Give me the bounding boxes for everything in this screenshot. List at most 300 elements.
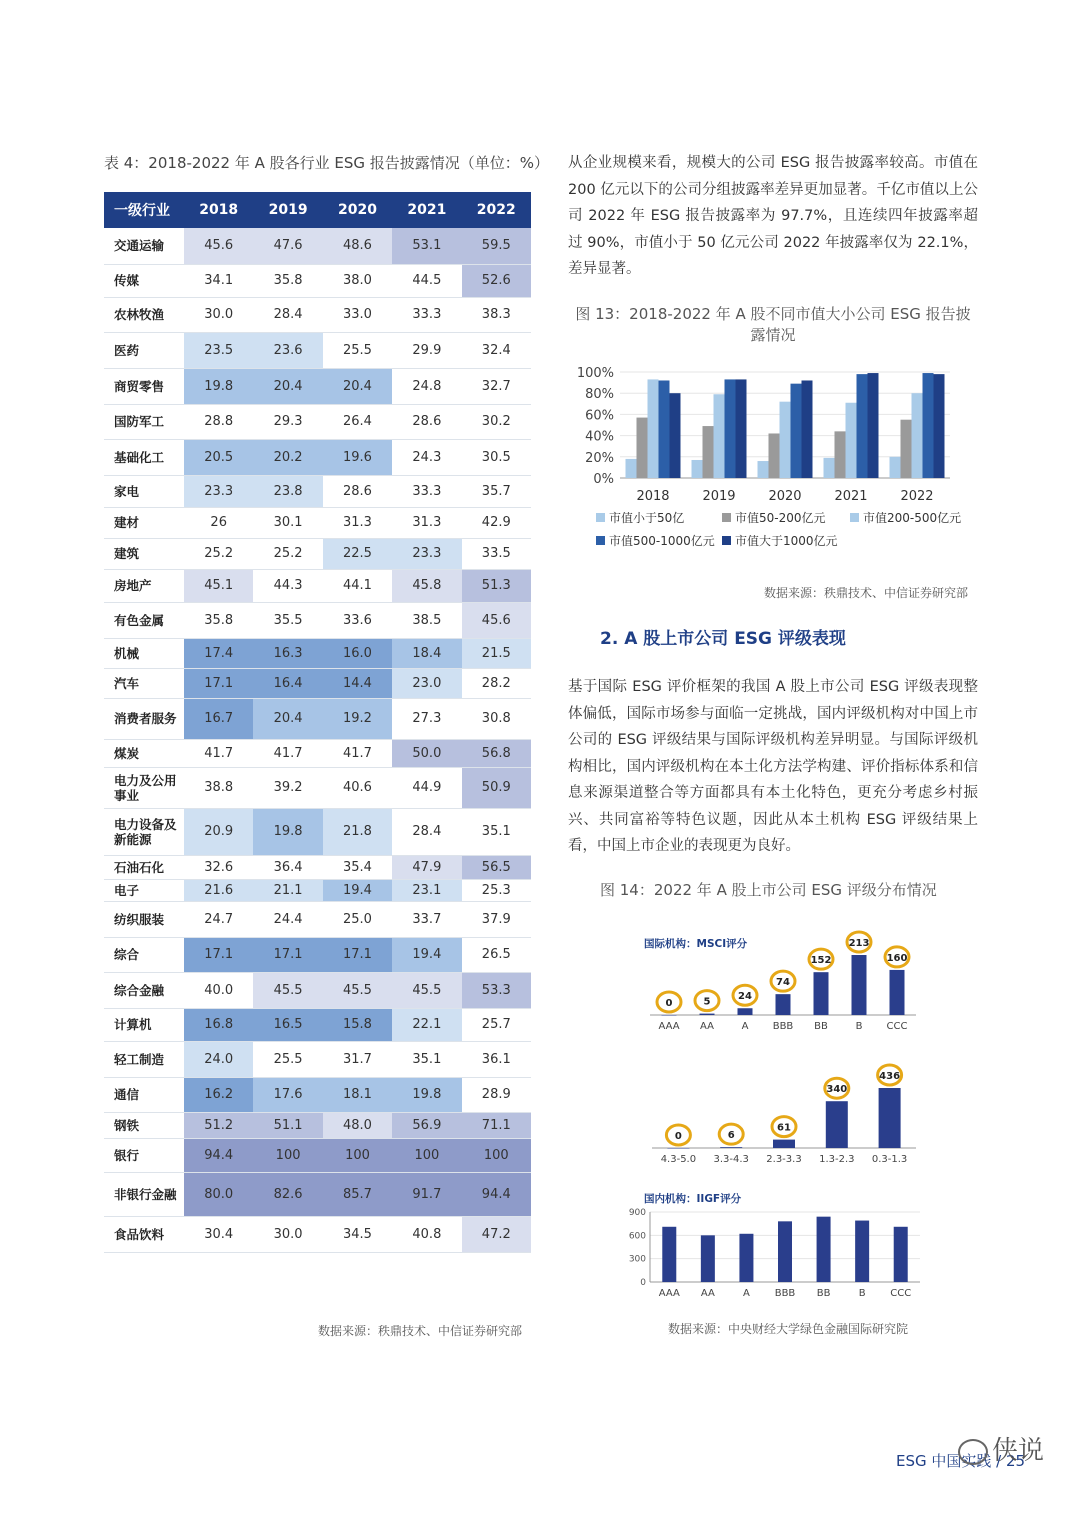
value-cell: 51.3 xyxy=(462,569,531,602)
value-cell: 24.3 xyxy=(392,439,461,475)
table-row xyxy=(104,855,531,879)
value-cell: 18.4 xyxy=(392,638,461,668)
table-row xyxy=(104,638,531,668)
value-cell: 44.5 xyxy=(392,264,461,297)
legend-swatch xyxy=(596,513,605,522)
table-row xyxy=(104,1112,531,1138)
value-cell: 42.9 xyxy=(462,507,531,538)
value-cell: 28.4 xyxy=(392,808,461,855)
table-row xyxy=(104,1077,531,1112)
industry-cell: 建筑 xyxy=(104,538,184,569)
value-cell: 32.6 xyxy=(184,855,253,879)
value-cell: 35.4 xyxy=(323,855,392,879)
figure-13-chart xyxy=(568,360,980,560)
value-cell: 24.8 xyxy=(392,368,461,404)
y-tick-label: 600 xyxy=(628,1231,646,1242)
y-tick-label: 300 xyxy=(628,1254,646,1265)
value-cell: 23.3 xyxy=(184,475,253,507)
bar xyxy=(773,1140,795,1148)
y-tick-label: 0 xyxy=(640,1278,646,1288)
y-tick-label: 0% xyxy=(593,472,614,487)
table-row xyxy=(104,602,531,638)
value-cell: 51.1 xyxy=(253,1112,322,1138)
bar xyxy=(852,955,867,1015)
value-cell: 16.4 xyxy=(253,668,322,698)
table-row xyxy=(104,264,531,297)
value-cell: 28.8 xyxy=(184,404,253,439)
value-cell: 41.7 xyxy=(323,739,392,767)
value-cell: 94.4 xyxy=(184,1138,253,1172)
value-cell: 45.5 xyxy=(253,972,322,1008)
industry-cell: 银行 xyxy=(104,1138,184,1172)
value-cell: 23.5 xyxy=(184,332,253,368)
y-tick-label: 900 xyxy=(628,1208,646,1218)
bar xyxy=(912,393,923,478)
value-cell: 16.8 xyxy=(184,1008,253,1041)
value-cell: 38.8 xyxy=(184,767,253,808)
value-cell: 47.9 xyxy=(392,855,461,879)
y-tick-label: 40% xyxy=(585,429,614,445)
bar xyxy=(637,418,648,478)
industry-cell: 纺织服装 xyxy=(104,901,184,937)
value-cell: 17.1 xyxy=(184,668,253,698)
value-cell: 18.1 xyxy=(323,1077,392,1112)
bar xyxy=(901,420,912,478)
value-cell: 35.8 xyxy=(184,602,253,638)
bar xyxy=(720,1147,742,1148)
y-tick-label: 60% xyxy=(585,408,614,424)
table-row xyxy=(104,937,531,972)
bar xyxy=(890,970,905,1015)
industry-cell: 综合金融 xyxy=(104,972,184,1008)
bar xyxy=(824,458,835,478)
value-cell: 17.4 xyxy=(184,638,253,668)
value-cell: 23.1 xyxy=(392,879,461,901)
bar xyxy=(776,994,791,1015)
value-cell: 20.5 xyxy=(184,439,253,475)
industry-cell: 轻工制造 xyxy=(104,1041,184,1077)
value-cell: 29.9 xyxy=(392,332,461,368)
x-tick-label: 1.3-2.3 xyxy=(819,1154,855,1165)
x-tick-label: AA xyxy=(700,1021,714,1032)
value-cell: 30.8 xyxy=(462,698,531,739)
bar xyxy=(662,1015,677,1016)
value-cell: 25.7 xyxy=(462,1008,531,1041)
industry-cell: 基础化工 xyxy=(104,439,184,475)
figure-14-source: 数据来源：中央财经大学绿色金融国际研究院 xyxy=(668,1322,909,1336)
bar xyxy=(769,433,780,478)
legend-label: 市值小于50亿 xyxy=(609,511,685,525)
legend-swatch xyxy=(596,536,605,545)
industry-cell: 机械 xyxy=(104,638,184,668)
x-tick-label: CCC xyxy=(890,1288,912,1299)
x-tick-label: A xyxy=(741,1021,749,1032)
x-tick-label: 2021 xyxy=(834,489,868,504)
value-cell: 28.6 xyxy=(392,404,461,439)
industry-cell: 传媒 xyxy=(104,264,184,297)
value-cell: 24.0 xyxy=(184,1041,253,1077)
value-cell: 30.0 xyxy=(253,1216,322,1252)
industry-cell: 计算机 xyxy=(104,1008,184,1041)
value-cell: 26.4 xyxy=(323,404,392,439)
value-cell: 56.9 xyxy=(392,1112,461,1138)
value-cell: 82.6 xyxy=(253,1172,322,1216)
table-row xyxy=(104,668,531,698)
table-row xyxy=(104,404,531,439)
industry-cell: 房地产 xyxy=(104,569,184,602)
bar xyxy=(662,1227,676,1282)
bar xyxy=(701,1235,715,1282)
bar xyxy=(923,373,934,478)
legend-label: 市值50-200亿元 xyxy=(735,511,826,525)
value-cell: 22.5 xyxy=(323,538,392,569)
industry-cell: 农林牧渔 xyxy=(104,297,184,332)
value-cell: 40.6 xyxy=(323,767,392,808)
bar xyxy=(879,1088,901,1148)
esg-disclosure-table xyxy=(104,192,531,1253)
value-cell: 28.9 xyxy=(462,1077,531,1112)
value-cell: 25.5 xyxy=(253,1041,322,1077)
value-cell: 56.5 xyxy=(462,855,531,879)
value-cell: 21.1 xyxy=(253,879,322,901)
value-cell: 53.1 xyxy=(392,228,461,264)
industry-cell: 钢铁 xyxy=(104,1112,184,1138)
industry-cell: 电力设备及新能源 xyxy=(104,808,184,855)
value-cell: 17.1 xyxy=(323,937,392,972)
bar xyxy=(725,379,736,478)
industry-cell: 建材 xyxy=(104,507,184,538)
value-cell: 16.0 xyxy=(323,638,392,668)
value-cell: 25.0 xyxy=(323,901,392,937)
value-cell: 28.2 xyxy=(462,668,531,698)
value-cell: 23.6 xyxy=(253,332,322,368)
bar xyxy=(648,379,659,478)
x-tick-label: 2019 xyxy=(702,489,736,504)
value-cell: 29.3 xyxy=(253,404,322,439)
industry-cell: 交通运输 xyxy=(104,228,184,264)
value-cell: 20.4 xyxy=(323,368,392,404)
value-cell: 19.8 xyxy=(392,1077,461,1112)
value-cell: 37.9 xyxy=(462,901,531,937)
table-row xyxy=(104,739,531,767)
industry-cell: 非银行金融 xyxy=(104,1172,184,1216)
x-tick-label: AAA xyxy=(658,1021,680,1032)
value-cell: 25.2 xyxy=(184,538,253,569)
value-cell: 59.5 xyxy=(462,228,531,264)
value-cell: 100 xyxy=(253,1138,322,1172)
value-cell: 27.3 xyxy=(392,698,461,739)
value-cell: 24.4 xyxy=(253,901,322,937)
industry-cell: 煤炭 xyxy=(104,739,184,767)
value-cell: 100 xyxy=(462,1138,531,1172)
value-cell: 26 xyxy=(184,507,253,538)
industry-cell: 电力及公用事业 xyxy=(104,767,184,808)
value-cell: 45.1 xyxy=(184,569,253,602)
value-cell: 33.5 xyxy=(462,538,531,569)
value-cell: 35.7 xyxy=(462,475,531,507)
wechat-logo-icon xyxy=(958,1439,988,1465)
iigf-rating-chart xyxy=(600,1180,930,1310)
value-cell: 52.6 xyxy=(462,264,531,297)
value-cell: 22.1 xyxy=(392,1008,461,1041)
value-cell: 26.5 xyxy=(462,937,531,972)
rating-paragraph: 基于国际 ESG 评价框架的我国 A 股上市公司 ESG 评级表现整体偏低，国际市场参与面临一定挑战，国内评级机构对中国上市公司的 ESG 评级结果与国际评级机构差异明显。与国际评级机构相比，国内评级机构在本土化方法学构建、评价指标体系和信息来源渠道整合等方面都具有本土化特色，更充分考虑乡村振兴、共同富裕等特色议题，因此从本土机构 ESG 评级结果上看，中国上市企业的表现更为良好。 xyxy=(568,679,978,854)
watermark xyxy=(958,1430,1044,1467)
chart-title: 国内机构：IIGF评分 xyxy=(644,1193,742,1205)
bar xyxy=(714,394,725,478)
value-cell: 45.6 xyxy=(462,602,531,638)
value-cell: 19.4 xyxy=(323,879,392,901)
value-cell: 100 xyxy=(323,1138,392,1172)
figure-13-caption: 图 13：2018-2022 年 A 股不同市值大小公司 ESG 报告披露情况 xyxy=(575,305,971,344)
bar xyxy=(758,461,769,478)
x-tick-label: 2.3-3.3 xyxy=(766,1154,802,1165)
value-cell: 53.3 xyxy=(462,972,531,1008)
table-row xyxy=(104,439,531,475)
value-cell: 19.6 xyxy=(323,439,392,475)
bar xyxy=(778,1221,792,1282)
value-cell: 17.6 xyxy=(253,1077,322,1112)
footer-page-label: ESG 中国实践 / 25 xyxy=(896,1452,1026,1470)
value-cell: 28.4 xyxy=(253,297,322,332)
value-cell: 25.3 xyxy=(462,879,531,901)
bar xyxy=(791,384,802,478)
bar xyxy=(692,460,703,478)
value-cell: 16.7 xyxy=(184,698,253,739)
table-row xyxy=(104,972,531,1008)
value-cell: 14.4 xyxy=(323,668,392,698)
value-cell: 19.8 xyxy=(184,368,253,404)
bar xyxy=(855,1221,869,1282)
value-cell: 21.8 xyxy=(323,808,392,855)
data-label: 436 xyxy=(879,1071,901,1082)
header-year: 2018 xyxy=(184,192,253,228)
legend-label: 市值大于1000亿元 xyxy=(735,534,838,548)
industry-cell: 国防军工 xyxy=(104,404,184,439)
x-tick-label: BBB xyxy=(774,1288,796,1299)
header-industry: 一级行业 xyxy=(104,192,184,228)
figure-13-source: 数据来源：秩鼎技术、中信证券研究部 xyxy=(764,586,969,600)
industry-cell: 食品饮料 xyxy=(104,1216,184,1252)
table-row xyxy=(104,1216,531,1252)
value-cell: 15.8 xyxy=(323,1008,392,1041)
value-cell: 34.5 xyxy=(323,1216,392,1252)
table-row xyxy=(104,808,531,855)
bar xyxy=(700,1014,715,1015)
data-label: 74 xyxy=(776,977,790,989)
score-range-chart xyxy=(600,1048,930,1173)
value-cell: 45.6 xyxy=(184,228,253,264)
table-row xyxy=(104,1008,531,1041)
value-cell: 31.7 xyxy=(323,1041,392,1077)
data-label: 5 xyxy=(703,996,711,1008)
value-cell: 19.2 xyxy=(323,698,392,739)
header-year: 2021 xyxy=(392,192,461,228)
value-cell: 23.8 xyxy=(253,475,322,507)
bar xyxy=(894,1227,908,1282)
bar xyxy=(667,1148,689,1149)
bar xyxy=(857,374,868,478)
industry-cell: 有色金属 xyxy=(104,602,184,638)
industry-cell: 汽车 xyxy=(104,668,184,698)
value-cell: 51.2 xyxy=(184,1112,253,1138)
value-cell: 33.6 xyxy=(323,602,392,638)
data-label: 0 xyxy=(665,998,673,1009)
bar xyxy=(626,459,637,478)
data-label: 0 xyxy=(674,1131,682,1142)
value-cell: 30.5 xyxy=(462,439,531,475)
value-cell: 19.4 xyxy=(392,937,461,972)
industry-cell: 家电 xyxy=(104,475,184,507)
value-cell: 56.8 xyxy=(462,739,531,767)
y-tick-label: 20% xyxy=(585,450,614,466)
bar xyxy=(738,1008,753,1015)
table-row xyxy=(104,368,531,404)
value-cell: 40.8 xyxy=(392,1216,461,1252)
table-row xyxy=(104,538,531,569)
industry-cell: 石油石化 xyxy=(104,855,184,879)
header-year: 2019 xyxy=(253,192,322,228)
bar xyxy=(736,379,747,478)
value-cell: 85.7 xyxy=(323,1172,392,1216)
intro-paragraph: 从企业规模来看，规模大的公司 ESG 报告披露率较高。市值在 200 亿元以下的公司分组披露率差异更加显著。千亿市值以上公司 2022 年 ESG 报告披露率为 97.7%，且连续四年披露率超过 90%，市值小于 50 亿元公司 2022 年披露率仅为 22.1%，差异显著。 xyxy=(568,155,978,277)
x-tick-label: BB xyxy=(816,1288,831,1299)
msci-rating-chart xyxy=(600,925,930,1040)
table-row xyxy=(104,879,531,901)
x-tick-label: 3.3-4.3 xyxy=(713,1154,749,1165)
value-cell: 45.8 xyxy=(392,569,461,602)
x-tick-label: AA xyxy=(700,1288,715,1299)
value-cell: 38.5 xyxy=(392,602,461,638)
x-tick-label: BBB xyxy=(772,1021,794,1032)
x-tick-label: 0.3-1.3 xyxy=(871,1154,908,1165)
table-source: 数据来源：秩鼎技术、中信证券研究部 xyxy=(318,1324,523,1338)
value-cell: 50.9 xyxy=(462,767,531,808)
bar xyxy=(846,403,857,478)
bar xyxy=(826,1101,848,1148)
table-row xyxy=(104,475,531,507)
value-cell: 20.4 xyxy=(253,698,322,739)
value-cell: 16.3 xyxy=(253,638,322,668)
table-row xyxy=(104,507,531,538)
value-cell: 94.4 xyxy=(462,1172,531,1216)
legend-swatch xyxy=(722,536,731,545)
value-cell: 23.3 xyxy=(392,538,461,569)
data-label: 6 xyxy=(727,1130,735,1142)
value-cell: 44.3 xyxy=(253,569,322,602)
value-cell: 48.0 xyxy=(323,1112,392,1138)
table-row xyxy=(104,1138,531,1172)
value-cell: 35.1 xyxy=(392,1041,461,1077)
watermark-text: 侠说 xyxy=(992,1436,1045,1466)
legend-swatch xyxy=(850,513,859,522)
value-cell: 19.8 xyxy=(253,808,322,855)
bar xyxy=(670,393,681,478)
header-year: 2020 xyxy=(323,192,392,228)
figure-14-caption: 图 14：2022 年 A 股上市公司 ESG 评级分布情况 xyxy=(600,881,937,899)
x-tick-label: 2020 xyxy=(768,489,802,504)
bar xyxy=(817,1217,831,1282)
x-tick-label: BB xyxy=(814,1021,828,1032)
value-cell: 35.5 xyxy=(253,602,322,638)
x-tick-label: 4.3-5.0 xyxy=(660,1154,697,1165)
bar xyxy=(934,374,945,478)
value-cell: 91.7 xyxy=(392,1172,461,1216)
value-cell: 47.6 xyxy=(253,228,322,264)
data-label: 340 xyxy=(826,1084,848,1096)
table-row xyxy=(104,767,531,808)
value-cell: 23.0 xyxy=(392,668,461,698)
bar xyxy=(868,373,879,478)
value-cell: 36.1 xyxy=(462,1041,531,1077)
value-cell: 48.6 xyxy=(323,228,392,264)
table-row xyxy=(104,228,531,264)
industry-cell: 综合 xyxy=(104,937,184,972)
table-row xyxy=(104,332,531,368)
bar xyxy=(814,972,829,1015)
value-cell: 21.6 xyxy=(184,879,253,901)
table-row xyxy=(104,901,531,937)
table-row xyxy=(104,698,531,739)
legend-label: 市值500-1000亿元 xyxy=(609,534,715,548)
value-cell: 71.1 xyxy=(462,1112,531,1138)
data-label: 160 xyxy=(886,952,908,964)
value-cell: 32.4 xyxy=(462,332,531,368)
bar xyxy=(703,426,714,478)
value-cell: 41.7 xyxy=(253,739,322,767)
bar xyxy=(802,380,813,478)
header-year: 2022 xyxy=(462,192,531,228)
value-cell: 45.5 xyxy=(392,972,461,1008)
table-row xyxy=(104,569,531,602)
value-cell: 33.7 xyxy=(392,901,461,937)
value-cell: 33.3 xyxy=(392,297,461,332)
data-label: 24 xyxy=(738,991,752,1003)
industry-cell: 商贸零售 xyxy=(104,368,184,404)
data-label: 61 xyxy=(777,1122,791,1134)
table-row xyxy=(104,297,531,332)
value-cell: 31.3 xyxy=(392,507,461,538)
table-header-row xyxy=(104,192,531,228)
value-cell: 33.3 xyxy=(392,475,461,507)
x-tick-label: 2022 xyxy=(900,489,934,504)
value-cell: 36.4 xyxy=(253,855,322,879)
x-tick-label: B xyxy=(858,1288,866,1299)
x-tick-label: B xyxy=(855,1021,863,1032)
section-heading: 2. A 股上市公司 ESG 评级表现 xyxy=(600,629,846,649)
bar xyxy=(659,380,670,478)
y-tick-label: 80% xyxy=(585,387,614,403)
table-row xyxy=(104,1041,531,1077)
value-cell: 44.9 xyxy=(392,767,461,808)
bar xyxy=(739,1234,753,1282)
x-tick-label: 2018 xyxy=(636,489,670,504)
industry-cell: 医药 xyxy=(104,332,184,368)
value-cell: 20.9 xyxy=(184,808,253,855)
value-cell: 32.7 xyxy=(462,368,531,404)
value-cell: 30.1 xyxy=(253,507,322,538)
data-label: 213 xyxy=(848,938,870,949)
value-cell: 31.3 xyxy=(323,507,392,538)
value-cell: 39.2 xyxy=(253,767,322,808)
value-cell: 24.7 xyxy=(184,901,253,937)
value-cell: 21.5 xyxy=(462,638,531,668)
value-cell: 30.4 xyxy=(184,1216,253,1252)
bar xyxy=(780,402,791,478)
value-cell: 80.0 xyxy=(184,1172,253,1216)
legend-label: 市值200-500亿元 xyxy=(863,511,962,525)
value-cell: 45.5 xyxy=(323,972,392,1008)
